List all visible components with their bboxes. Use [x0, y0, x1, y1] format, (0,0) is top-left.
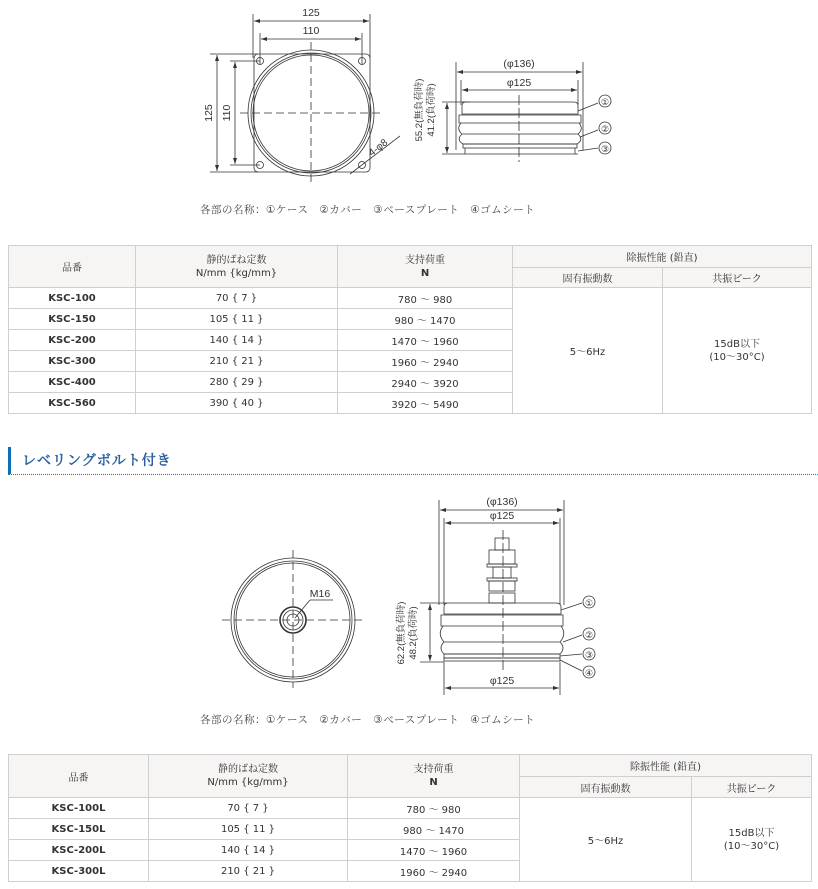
- section-title: レベリングボルト付き: [22, 453, 172, 469]
- side-view-diagram-2: [380, 490, 620, 700]
- load-cell: 1470 ～ 1960: [338, 330, 513, 351]
- spring-cell: 140 { 14 }: [136, 330, 338, 351]
- resonance-peak-cell: 15dB以下 (10～30°C): [692, 798, 812, 882]
- bolt-size-label: M16: [309, 588, 331, 600]
- model-cell: KSC-150L: [9, 819, 149, 840]
- callout-2: ②: [584, 630, 594, 640]
- model-cell: KSC-300L: [9, 861, 149, 882]
- table-row: [9, 288, 812, 309]
- header-load: 支持荷重 N: [348, 755, 520, 798]
- header-spring-constant: 静的ばね定数 N/mm {kg/mm}: [136, 246, 338, 288]
- dim-dia-bottom: φ125: [489, 675, 515, 687]
- load-cell: 3920 ～ 5490: [338, 393, 513, 414]
- header-resonance-peak: 共振ピーク: [663, 268, 812, 288]
- load-cell: 980 ～ 1470: [348, 819, 520, 840]
- parts-caption-2: 各部の名称：①ケース ②カバー ③ベースプレート ④ゴムシート: [200, 714, 536, 726]
- table-row: [9, 798, 812, 819]
- side-view-diagram-1: [400, 50, 620, 170]
- spring-cell: 280 { 29 }: [136, 372, 338, 393]
- header-isolation: 除振性能 (鉛直): [520, 755, 812, 777]
- callout-1: ①: [600, 97, 610, 107]
- model-cell: KSC-400: [9, 372, 136, 393]
- spring-cell: 140 { 14 }: [149, 840, 348, 861]
- load-cell: 1960 ～ 2940: [338, 351, 513, 372]
- dim-height-loaded: 48.2(負荷時): [408, 606, 419, 660]
- resonance-peak-cell: 15dB以下 (10～30°C): [663, 288, 812, 414]
- callout-3: ③: [584, 650, 594, 660]
- header-isolation: 除振性能 (鉛直): [513, 246, 812, 268]
- spring-cell: 390 { 40 }: [136, 393, 338, 414]
- dim-height-unloaded: 62.2(無負荷時): [396, 601, 407, 665]
- natural-frequency-cell: 5～6Hz: [520, 798, 692, 882]
- model-cell: KSC-150: [9, 309, 136, 330]
- model-cell: KSC-300: [9, 351, 136, 372]
- model-cell: KSC-560: [9, 393, 136, 414]
- header-model: 品番: [9, 246, 136, 288]
- model-cell: KSC-200L: [9, 840, 149, 861]
- top-view-diagram-1: [200, 0, 400, 200]
- hole-label: 4-φ8: [366, 137, 391, 159]
- top-view-diagram-2: [200, 540, 400, 690]
- section-accent-bar: [8, 447, 11, 474]
- header-natural-frequency: 固有振動数: [513, 268, 663, 288]
- spring-cell: 210 { 21 }: [136, 351, 338, 372]
- callout-4: ④: [584, 668, 594, 678]
- load-cell: 1960 ～ 2940: [348, 861, 520, 882]
- dim-height-unloaded: 55.2(無負荷時): [414, 78, 425, 142]
- dim-height-110: 110: [221, 104, 233, 122]
- load-cell: 780 ～ 980: [348, 798, 520, 819]
- load-cell: 780 ～ 980: [338, 288, 513, 309]
- header-natural-frequency: 固有振動数: [520, 777, 692, 798]
- header-model: 品番: [9, 755, 149, 798]
- dim-height-125: 125: [203, 104, 215, 122]
- callout-1: ①: [584, 598, 594, 608]
- dim-width-125: 125: [302, 7, 320, 19]
- load-cell: 980 ～ 1470: [338, 309, 513, 330]
- spring-cell: 105 { 11 }: [149, 819, 348, 840]
- model-cell: KSC-100L: [9, 798, 149, 819]
- spring-cell: 210 { 21 }: [149, 861, 348, 882]
- dim-outer-dia: (φ136): [503, 58, 535, 70]
- spring-cell: 105 { 11 }: [136, 309, 338, 330]
- header-load: 支持荷重 N: [338, 246, 513, 288]
- spec-table-2: [8, 754, 812, 882]
- callout-2: ②: [600, 124, 610, 134]
- dim-dia: φ125: [506, 77, 532, 89]
- spec-table-1: [8, 245, 812, 414]
- dim-width-110: 110: [302, 25, 320, 37]
- callout-3: ③: [600, 144, 610, 154]
- header-spring-constant: 静的ばね定数 N/mm {kg/mm}: [149, 755, 348, 798]
- header-resonance-peak: 共振ピーク: [692, 777, 812, 798]
- spring-cell: 70 { 7 }: [149, 798, 348, 819]
- model-cell: KSC-200: [9, 330, 136, 351]
- model-cell: KSC-100: [9, 288, 136, 309]
- section-heading-leveling-bolt: [8, 444, 818, 475]
- natural-frequency-cell: 5～6Hz: [513, 288, 663, 414]
- parts-caption-1: 各部の名称：①ケース ②カバー ③ベースプレート ④ゴムシート: [200, 204, 536, 216]
- load-cell: 1470 ～ 1960: [348, 840, 520, 861]
- load-cell: 2940 ～ 3920: [338, 372, 513, 393]
- dim-outer-dia: (φ136): [486, 496, 518, 508]
- dim-height-loaded: 41.2(負荷時): [426, 83, 437, 137]
- spring-cell: 70 { 7 }: [136, 288, 338, 309]
- dim-dia-top: φ125: [489, 510, 515, 522]
